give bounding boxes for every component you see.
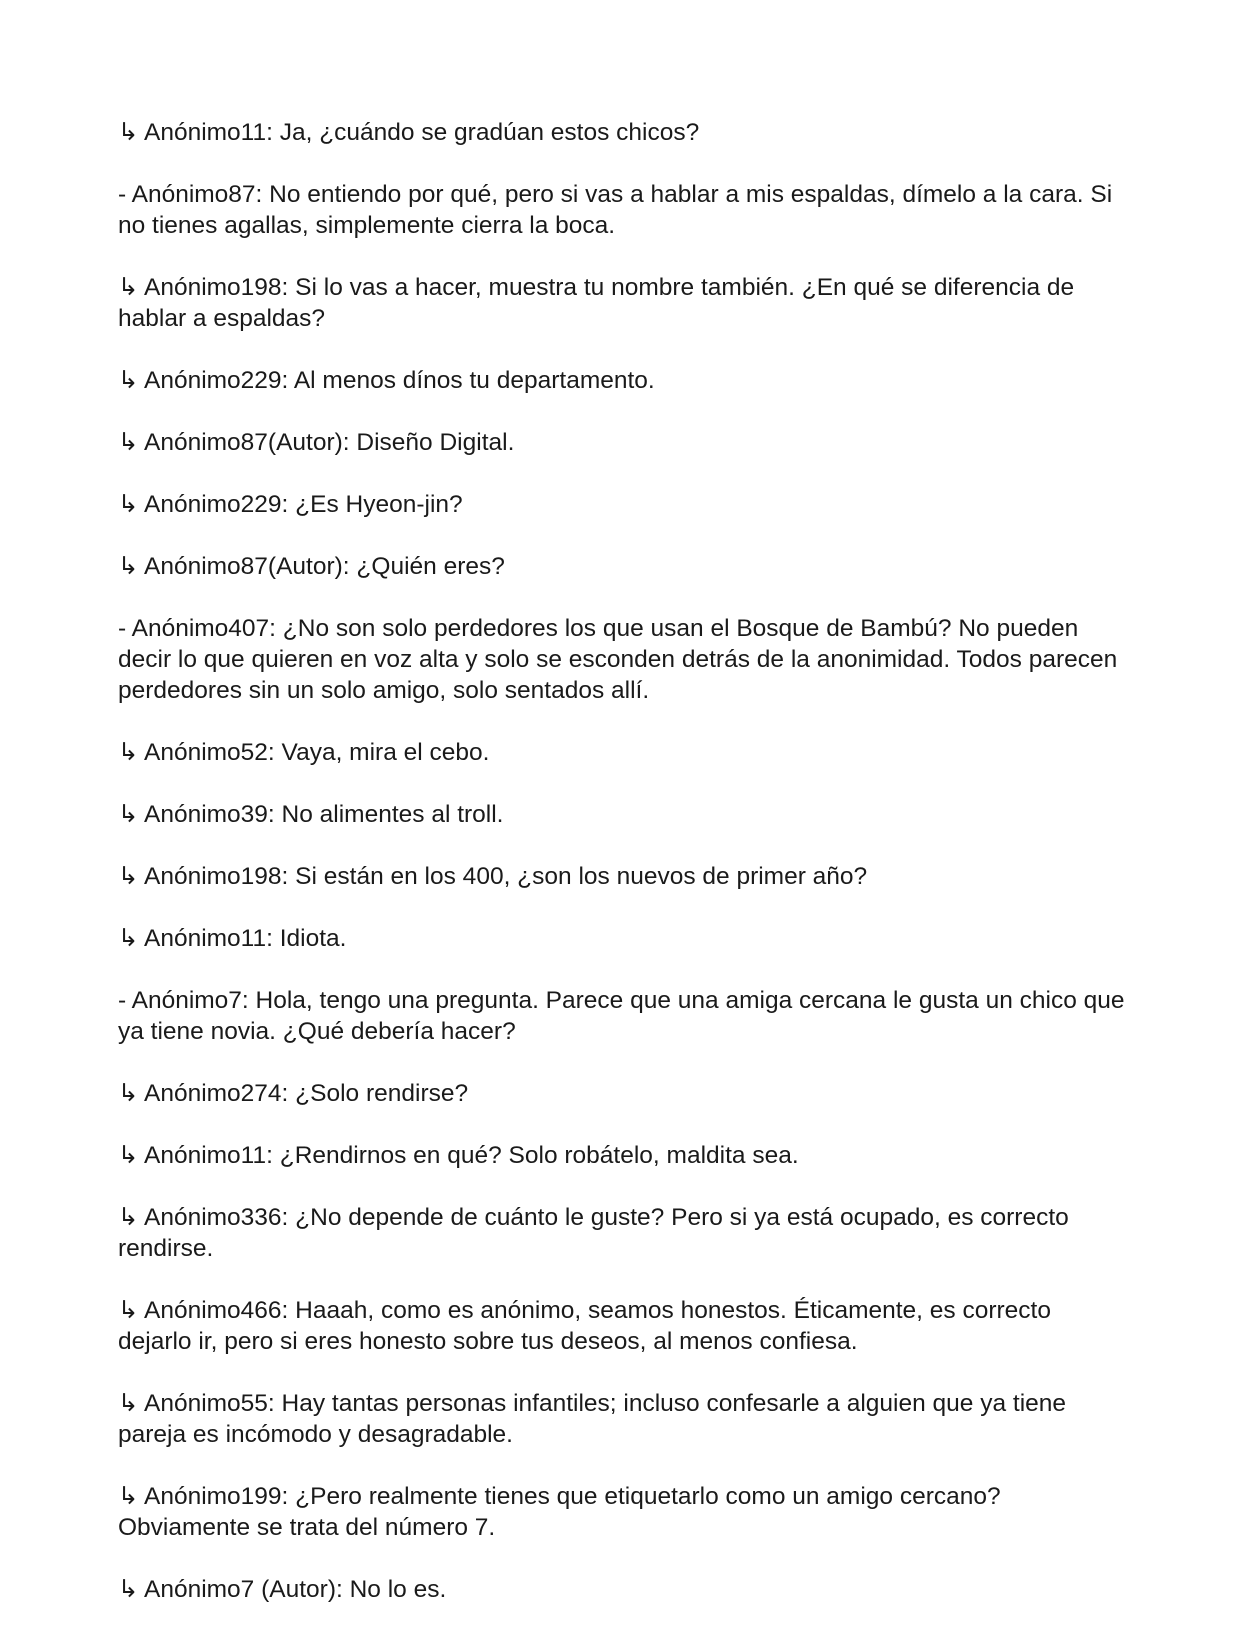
comment-entry: ↳ Anónimo466: Haaah, como es anónimo, seamos honestos. Éticamente, es correcto dejarlo ir, pero si eres honesto sobre tus deseos, al menos confiesa. (118, 1297, 1051, 1355)
comment-entry: ↳ Anónimo11: Idiota. (118, 925, 347, 952)
comment-entry: ↳ Anónimo87(Autor): ¿Quién eres? (118, 553, 505, 580)
comment-entry: ↳ Anónimo229: ¿Es Hyeon-jin? (118, 491, 463, 518)
comment-entry: ↳ Anónimo39: No alimentes al troll. (118, 801, 504, 828)
document-page (118, 117, 1128, 1636)
comment-entry: ↳ Anónimo52: Vaya, mira el cebo. (118, 739, 490, 766)
comment-entry: ↳ Anónimo336: ¿No depende de cuánto le guste? Pero si ya está ocupado, es correcto rendirse. (118, 1204, 1069, 1262)
comment-entry: ↳ Anónimo7 (Autor): No lo es. (118, 1576, 447, 1603)
comment-entry: ↳ Anónimo274: ¿Solo rendirse? (118, 1080, 469, 1107)
post-entry: - Anónimo7: Hola, tengo una pregunta. Parece que una amiga cercana le gusta un chico que ya tiene novia. ¿Qué debería hacer? (118, 987, 1125, 1045)
comment-entry: ↳ Anónimo55: Hay tantas personas infantiles; incluso confesarle a alguien que ya tiene pareja es incómodo y desagradable. (118, 1390, 1067, 1448)
comment-entry: ↳ Anónimo11: ¿Rendirnos en qué? Solo robátelo, maldita sea. (118, 1142, 799, 1169)
comment-entry: ↳ Anónimo87(Autor): Diseño Digital. (118, 429, 515, 456)
comment-entry: ↳ Anónimo229: Al menos dínos tu departamento. (118, 367, 655, 394)
comment-entry: ↳ Anónimo199: ¿Pero realmente tienes que etiquetarlo como un amigo cercano? Obviamente se trata del número 7. (118, 1483, 1001, 1541)
post-entry: - Anónimo87: No entiendo por qué, pero si vas a hablar a mis espaldas, dímelo a la cara. Si no tienes agallas, simplemente cierra la boca. (118, 181, 1113, 239)
comment-entry: ↳ Anónimo198: Si lo vas a hacer, muestra tu nombre también. ¿En qué se diferencia de hablar a espaldas? (118, 274, 1075, 332)
comment-entry: ↳ Anónimo11: Ja, ¿cuándo se gradúan estos chicos? (118, 119, 700, 146)
post-entry: - Anónimo407: ¿No son solo perdedores los que usan el Bosque de Bambú? No pueden decir lo que quieren en voz alta y solo se esconden detrás de la anonimidad. Todos parecen perdedores sin un solo amigo, solo sentados allí. (118, 615, 1118, 704)
comment-entry: ↳ Anónimo198: Si están en los 400, ¿son los nuevos de primer año? (118, 863, 868, 890)
